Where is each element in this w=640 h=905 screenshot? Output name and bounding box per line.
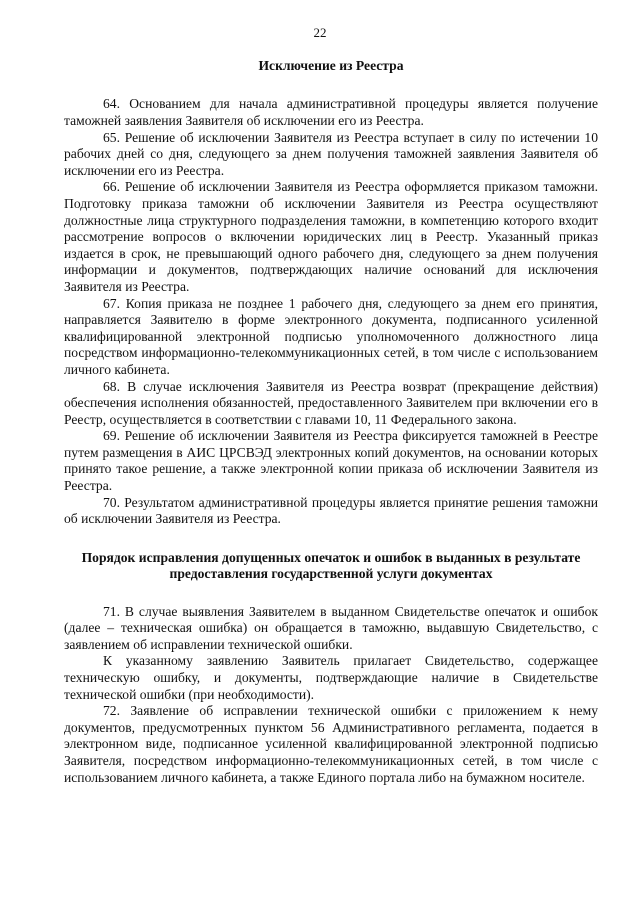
paragraph-70: 70. Результатом административной процедуры является принятие решения таможни об исключении Заявителя из Реестра. (64, 494, 598, 527)
section-heading: Порядок исправления допущенных опечаток и ошибок в выданных в результате предоставления государственной услуги документах (81, 549, 581, 582)
paragraph-67: 67. Копия приказа не позднее 1 рабочего дня, следующего за днем его принятия, направляется Заявителю в форме электронного документа, подписанного усиленной квалифицированной электронной подписью уполномоченного должностного лица посредством информационно-телекоммуникационных сетей, в том числе с использованием личного кабинета. (64, 295, 598, 377)
paragraph-65: 65. Решение об исключении Заявителя из Реестра вступает в силу по истечении 10 рабочих дней со дня, следующего за днем получения таможней заявления Заявителя об исключении его из Реестра. (64, 129, 598, 178)
paragraph-72: 72. Заявление об исправлении технической ошибки с приложением к нему документов, предусмотренных пунктом 56 Административного регламента, подается в электронном виде, подписанное усиленной квалифицированной электронной подписью Заявителя, посредством информационно-телекоммуникационных сетей, в том числе с использованием личного кабинета, а также Единого портала либо на бумажном носителе. (64, 703, 598, 785)
paragraph-64: 64. Основанием для начала административной процедуры является получение таможней заявления Заявителя об исключении его из Реестра. (64, 96, 598, 128)
document-body (64, 58, 598, 786)
paragraph-69: 69. Решение об исключении Заявителя из Реестра фиксируется таможней в Реестре путем размещения в АИС ЦРСВЭД электронных копий документов, на основании которых принято такое решение, а также электронной копии приказа об исключении Заявителя из Реестра. (64, 428, 598, 494)
paragraph-71-attachment: К указанному заявлению Заявитель прилагает Свидетельство, содержащее техническую ошибку, и документы, подтверждающие наличие в Свидетельстве технической ошибки (при необходимости). (64, 653, 598, 702)
page-number: 22 (313, 25, 327, 40)
paragraph-68: 68. В случае исключения Заявителя из Реестра возврат (прекращение действия) обеспечения исполнения обязанностей, предоставленного Заявителем при включении его в Реестр, осуществляется в соответствии с главами 10, 11 Федерального закона. (64, 378, 598, 427)
paragraph-71: 71. В случае выявления Заявителем в выданном Свидетельстве опечаток и ошибок (далее – техническая ошибка) он обращается в таможню, выдавшую Свидетельство, с заявлением об исправлении технической ошибки. (64, 603, 598, 652)
paragraph-66: 66. Решение об исключении Заявителя из Реестра оформляется приказом таможни. Подготовку приказа таможни об исключении Заявителя из Реестра осуществляют должностные лица структурного подразделения таможни, в компетенцию которого входит рассмотрение вопросов о включении юридических лиц в Реестр. Указанный приказ издается в срок, не превышающий одного рабочего дня, следующего за днем получения информации и документов, подтверждающих наличие оснований для исключения Заявителя из Реестра. (64, 179, 598, 294)
section-heading: Исключение из Реестра (258, 58, 404, 73)
